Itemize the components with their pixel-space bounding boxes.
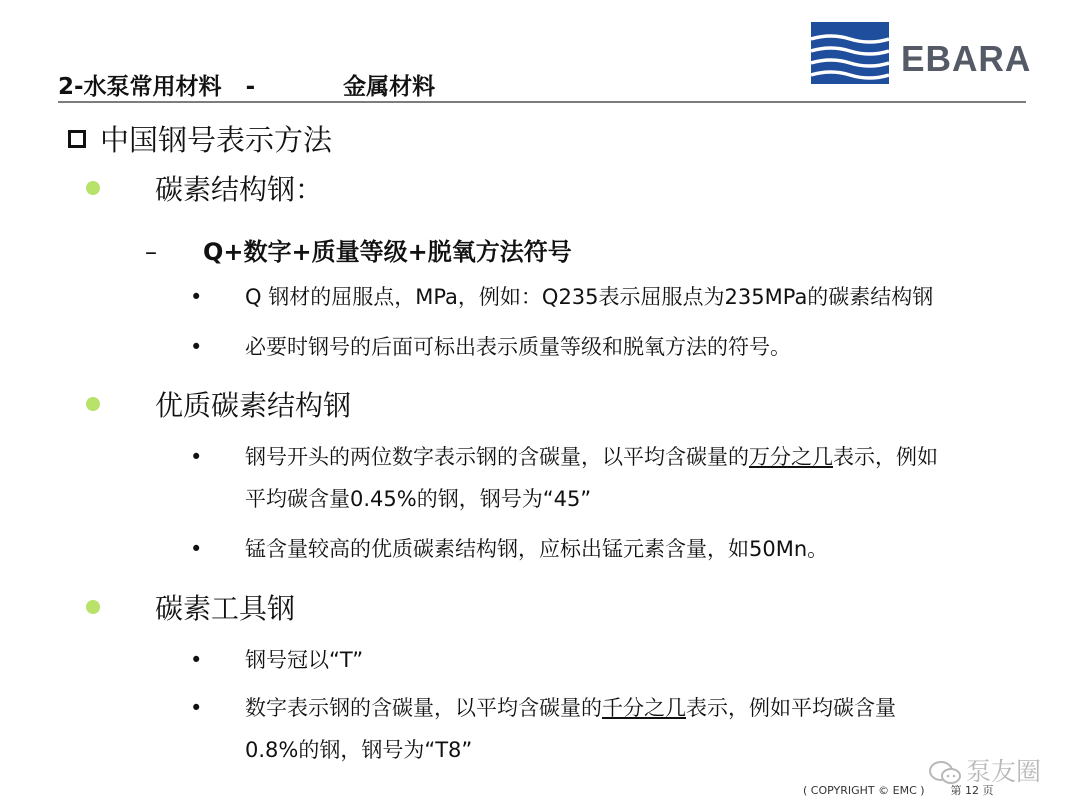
list-item	[190, 687, 1050, 771]
dash-bullet: –	[145, 238, 157, 266]
bullet-icon: •	[190, 445, 203, 469]
slide-footer	[803, 782, 994, 798]
copyright-text: ( COPYRIGHT © EMC )	[803, 784, 925, 797]
title-dash: -	[245, 74, 256, 100]
square-bullet-icon	[68, 130, 86, 148]
title-subtitle: 金属材料	[343, 74, 436, 100]
heading-carbon-tool-text: 碳素工具钢	[155, 592, 296, 625]
section-heading-text: 中国钢号表示方法	[100, 123, 333, 157]
list-item	[190, 639, 1050, 681]
heading-quality-carbon	[86, 384, 351, 424]
list-item	[190, 436, 1050, 520]
section-heading	[68, 118, 332, 159]
underlined-term: 万分之几	[749, 445, 833, 469]
formula-text: Q+数字+质量等级+脱氧方法符号	[203, 238, 572, 266]
watermark-text: 泵友圈	[966, 757, 1042, 786]
list-item-text: 锰含量较高的优质碳素结构钢，应标出锰元素含量，如50Mn。	[245, 537, 829, 561]
bullet-icon: •	[190, 648, 203, 672]
green-dot-icon	[86, 397, 100, 411]
bullet-icon: •	[190, 335, 203, 359]
bullet-icon: •	[190, 696, 203, 720]
page-number: 第 12 页	[950, 784, 994, 797]
list-item-text: 钢号开头的两位数字表示钢的含碳量，以平均含碳量的万分之几表示，例如 平均碳含量0.45%的钢，钢号为“45”	[245, 445, 938, 511]
heading-carbon-structural	[86, 168, 323, 208]
bullet-icon: •	[190, 285, 203, 309]
underlined-term: 千分之几	[602, 696, 686, 720]
list-item	[190, 326, 1050, 368]
list-item-text: Q 钢材的屈服点，MPa，例如：Q235表示屈服点为235MPa的碳素结构钢	[245, 285, 934, 309]
list-item	[190, 276, 1050, 318]
slide-title	[58, 68, 435, 101]
list-item	[190, 528, 1050, 570]
bullet-icon: •	[190, 537, 203, 561]
header-divider	[58, 101, 1026, 103]
green-dot-icon	[86, 600, 100, 614]
green-dot-icon	[86, 181, 100, 195]
ebara-logo-text: EBARA	[901, 38, 1032, 79]
heading-carbon-structural-text: 碳素结构钢：	[155, 173, 324, 206]
list-item-text: 数字表示钢的含碳量，以平均含碳量的千分之几表示，例如平均碳含量 0.8%的钢，钢号为“T8”	[245, 696, 896, 762]
heading-carbon-tool	[86, 587, 295, 627]
heading-quality-carbon-text: 优质碳素结构钢	[155, 389, 352, 422]
list-item-text: 钢号冠以“T”	[245, 648, 364, 672]
ebara-logo-icon	[811, 22, 889, 84]
list-item-text: 必要时钢号的后面可标出表示质量等级和脱氧方法的符号。	[245, 335, 791, 359]
title-main: 2-水泵常用材料	[58, 74, 222, 100]
formula-line	[145, 232, 572, 267]
